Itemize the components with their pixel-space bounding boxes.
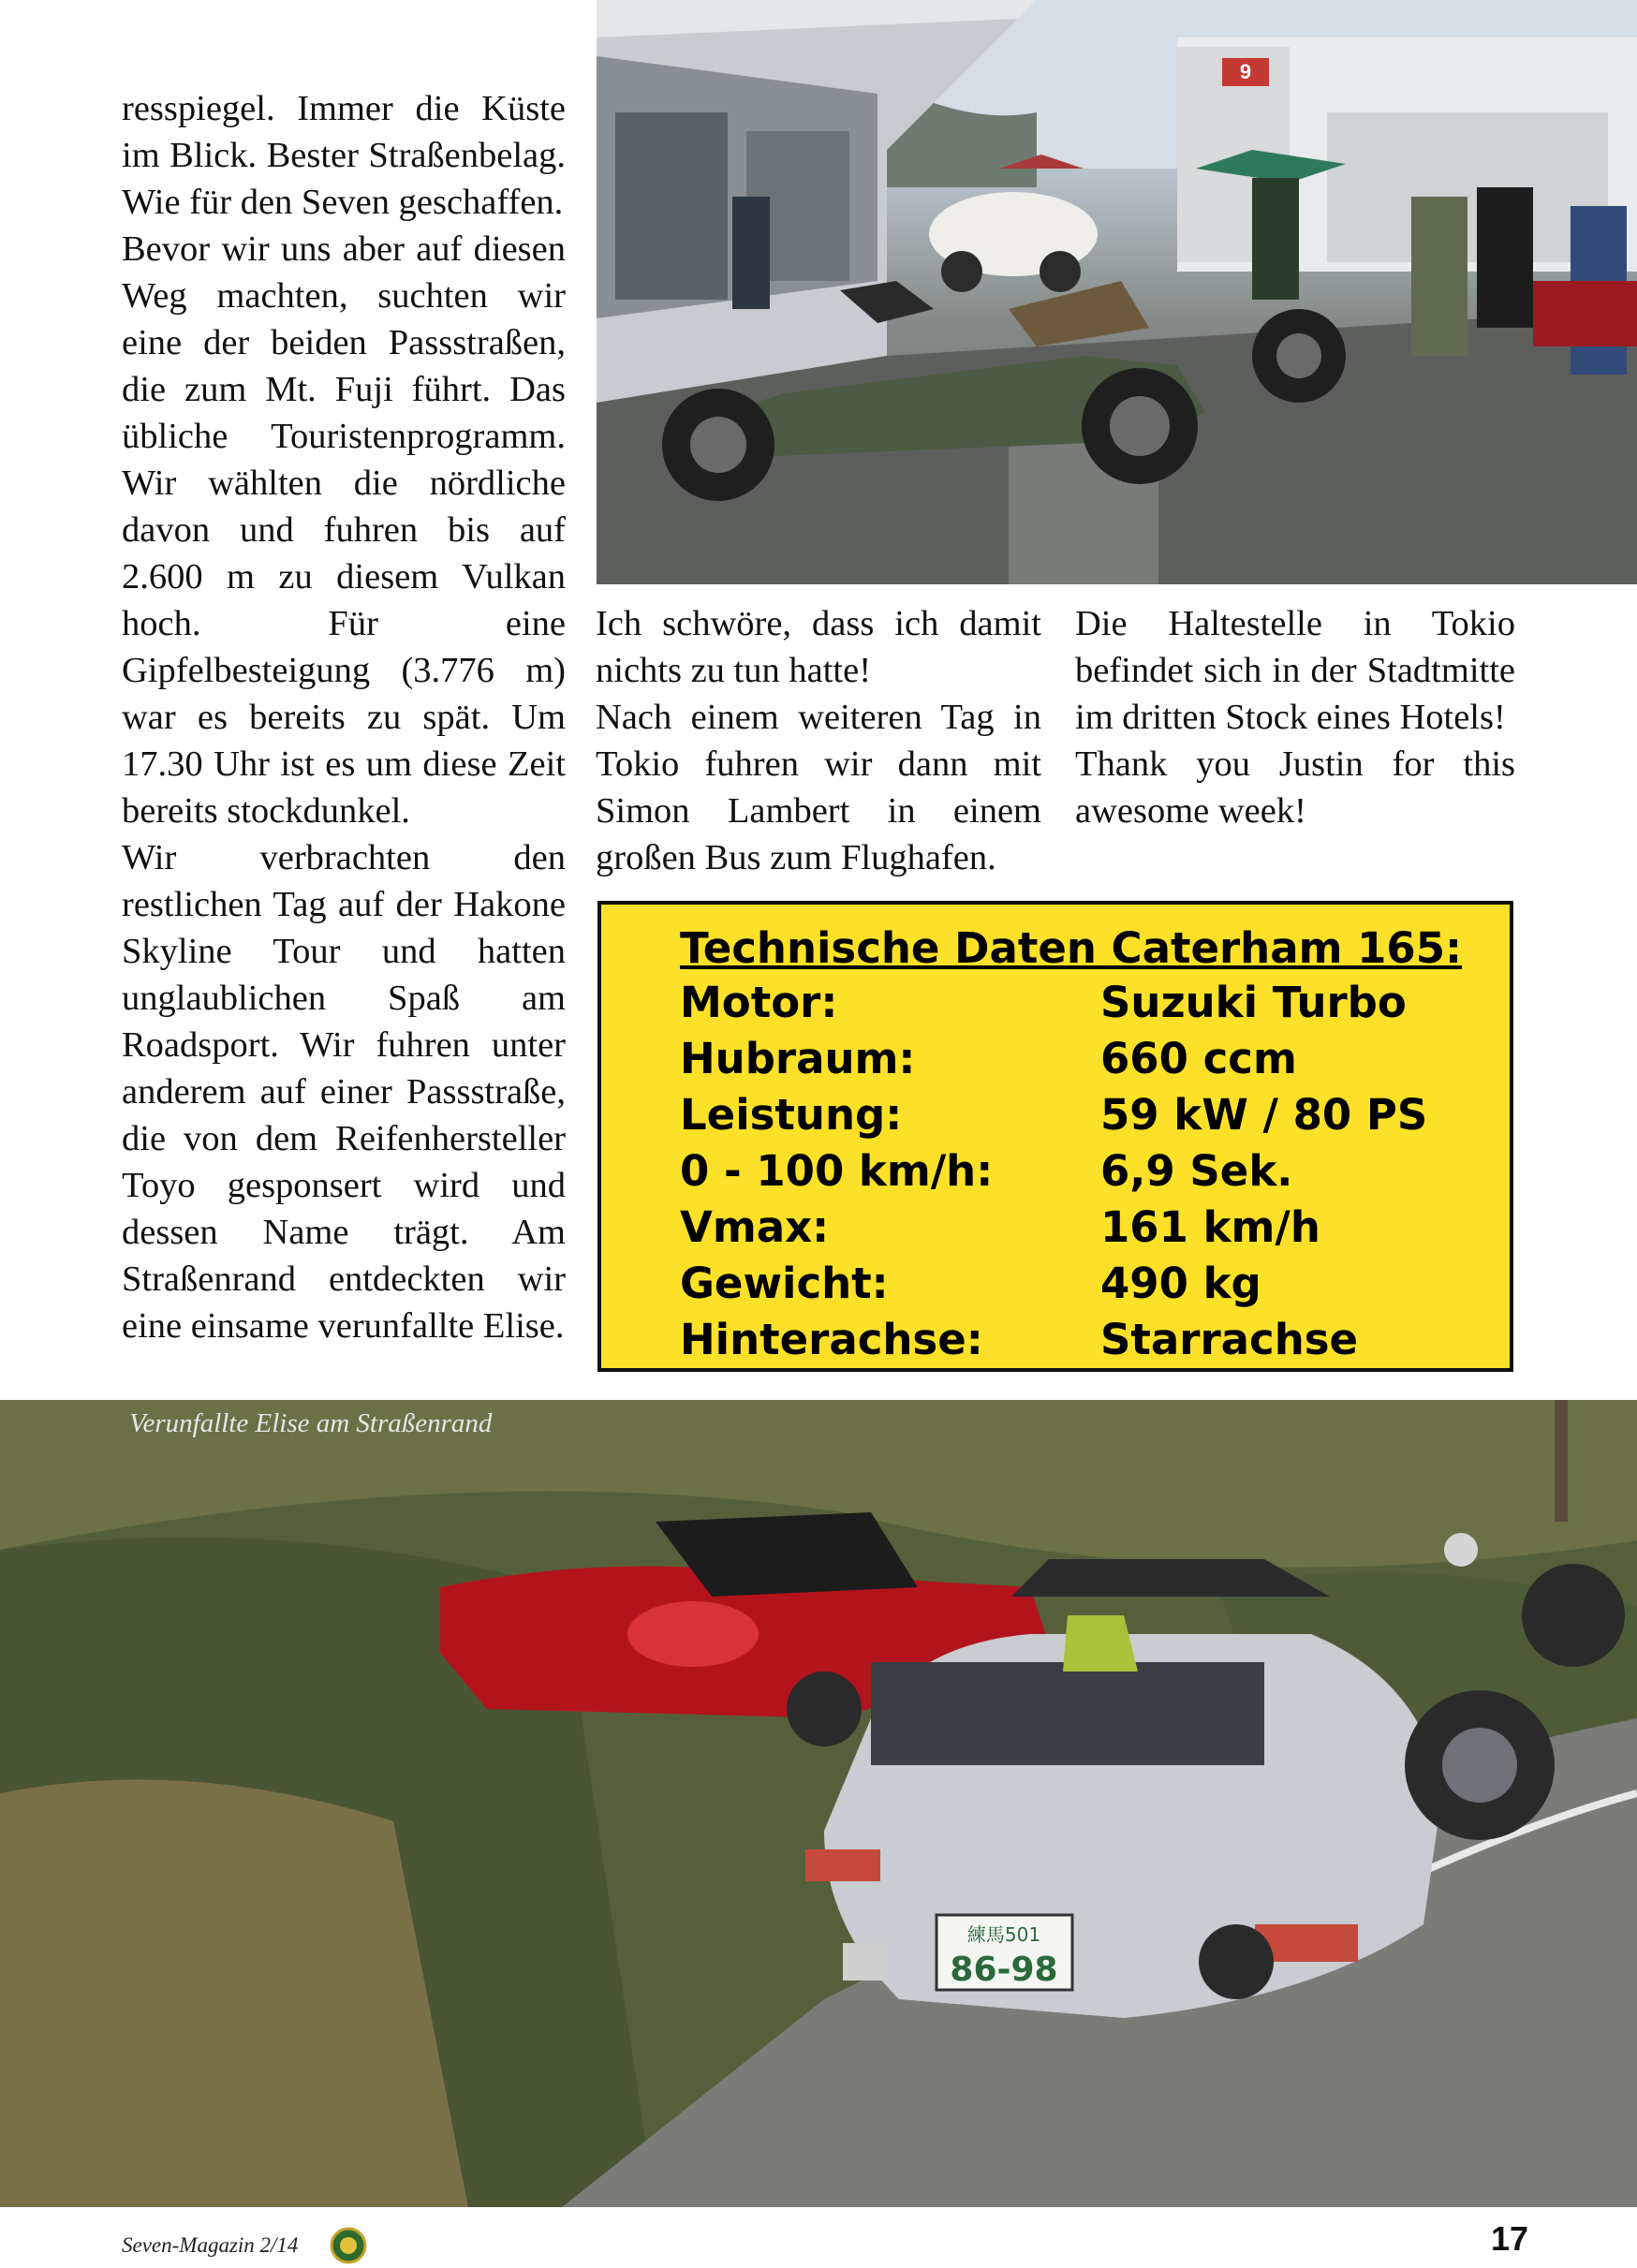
spec-value: Starrachse <box>1100 1315 1359 1364</box>
spec-label: Gewicht: <box>680 1259 889 1308</box>
paddock-photo <box>597 0 1637 584</box>
article-paragraph: Nach einem weiteren Tag in Tokio fuhren wir dann mit Simon Lambert in einem großen Bus zum Flughafen. <box>596 698 1041 877</box>
seven-logo-icon <box>330 2227 367 2264</box>
spec-value: 660 ccm <box>1100 1034 1297 1083</box>
spec-value: 59 kW / 80 PS <box>1100 1090 1428 1140</box>
specs-title: Technische Daten Caterham 165: <box>680 923 1463 973</box>
article-column-left <box>122 85 566 1349</box>
garage-number: 9 <box>1239 60 1252 83</box>
paddock-illustration <box>597 0 1637 584</box>
roadside-illustration <box>0 1400 1637 2207</box>
article-column-middle <box>596 600 1041 881</box>
article-paragraph: Wir verbrachten den restlichen Tag auf der Hakone Skyline Tour und hatten unglaublichen Spaß am Roadsport. Wir fuhren unter anderem auf einer Passstraße, die von dem Reifenhersteller Toyo gesponsert wird und dessen Name trägt. Am Straßenrand entdeckten wir eine einsame verunfallte Elise. <box>122 838 566 1346</box>
article-column-right <box>1075 600 1515 834</box>
roadside-photo <box>0 1400 1637 2207</box>
spec-value: 6,9 Sek. <box>1100 1146 1293 1196</box>
article-paragraph: Bevor wir uns aber auf diesen Weg machten, suchten wir eine der beiden Passstraßen, die zum Mt. Fuji führt. Das übliche Touristenprogramm. Wir wählten die nördliche davon und fuhren bis auf 2.600 m zu diesem Vulkan hoch. Für eine Gipfelbesteigung (3.776 m) war es bereits zu spät. Um 17.30 Uhr ist es um diese Zeit bereits stockdunkel. <box>122 229 566 831</box>
spec-label: Hinterachse: <box>680 1315 983 1364</box>
photo-caption: Verunfallte Elise am Straßenrand <box>129 1408 493 1438</box>
spec-label: Vmax: <box>680 1202 830 1252</box>
spec-label: Motor: <box>680 978 838 1027</box>
article-paragraph: Thank you Justin for this awesome week! <box>1075 744 1515 831</box>
spec-value: 161 km/h <box>1100 1202 1320 1252</box>
magazine-issue: Seven-Magazin 2/14 <box>122 2233 299 2257</box>
spec-label: 0 - 100 km/h: <box>680 1146 994 1196</box>
article-paragraph: Ich schwöre, dass ich damit nichts zu tun hatte! <box>596 604 1041 690</box>
spec-value: 490 kg <box>1100 1259 1261 1308</box>
article-paragraph: resspiegel. Immer die Küste im Blick. Bester Straßenbelag. Wie für den Seven geschaffen. <box>122 89 566 222</box>
spec-value: Suzuki Turbo <box>1100 978 1407 1027</box>
spec-label: Hubraum: <box>680 1034 916 1083</box>
license-plate-region: 練馬501 <box>966 1923 1041 1946</box>
article-paragraph: Die Haltestelle in Tokio befindet sich in der Stadtmitte im dritten Stock eines Hotels! <box>1075 604 1515 737</box>
technical-data-box <box>597 901 1513 1372</box>
page-number: 17 <box>1490 2219 1528 2258</box>
spec-label: Leistung: <box>680 1090 903 1140</box>
license-plate-number: 86-98 <box>950 1951 1058 1989</box>
